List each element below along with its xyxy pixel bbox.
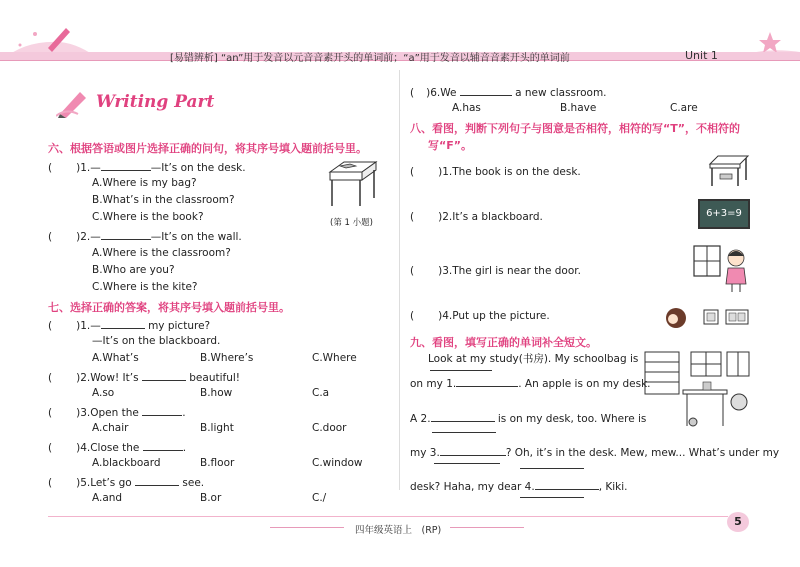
s7-q4-option-c: C.window	[312, 457, 363, 469]
header-tip: [易错辨析] “an”用于发音以元音音素开头的单词前；“a”用于发音以辅音音素开头的单词前	[170, 53, 570, 64]
s6-q1-num: )1.—	[76, 162, 101, 174]
s7-q3-pre: )3.Open the	[76, 407, 143, 419]
s6-q2-blank[interactable]	[101, 229, 151, 240]
s8-q3	[410, 265, 581, 277]
s6-q1-option-a: A.Where is my bag?	[92, 177, 197, 189]
s7-q2-blank[interactable]	[142, 370, 186, 381]
s6-q2-option-b: B.Who are you?	[92, 264, 175, 276]
section8-heading-line1: 八、看图，判断下列句子与图意是否相符，相符的写“T”，不相符的	[410, 122, 740, 135]
s6-q1-blank[interactable]	[101, 160, 151, 171]
s7-q2-paren: (	[48, 372, 53, 384]
column-divider	[399, 70, 400, 490]
s7-q5-option-c: C./	[312, 492, 327, 504]
s9-blank-4[interactable]	[535, 479, 599, 490]
s9-guide-1	[430, 370, 492, 371]
blackboard-illustration	[698, 199, 750, 229]
s9-line2	[410, 376, 650, 390]
s6-q2-option-a: A.Where is the classroom?	[92, 247, 231, 259]
s7-q1-option-c: C.Where	[312, 352, 357, 364]
s8-q2-text: )2.It’s a blackboard.	[438, 211, 543, 223]
s8-q2	[410, 211, 543, 223]
s7-q5-option-b: B.or	[200, 492, 222, 504]
s7-q3-stem	[48, 405, 186, 419]
s7-q6-option-c: C.are	[670, 102, 698, 114]
s8-q3-text: )3.The girl is near the door.	[438, 265, 581, 277]
s6-q2-paren: (	[48, 231, 53, 243]
s6-q1-answer: —It’s on the desk.	[150, 162, 246, 174]
section9-heading: 九、看图，填写正确的单词补全短文。	[410, 336, 597, 349]
s7-q4-pre: )4.Close the	[76, 442, 143, 454]
footer-line-right	[450, 527, 524, 528]
s9-line2-a: on my 1.	[410, 378, 457, 390]
s7-q3-option-c: C.door	[312, 422, 347, 434]
s9-line3-b: is on my desk, too. Where is	[494, 413, 647, 425]
s7-q5-blank[interactable]	[135, 475, 179, 486]
s9-line3	[410, 411, 646, 425]
s7-q1-option-a: A.What’s	[92, 352, 139, 364]
s9-line4-a: my 3.	[410, 447, 440, 459]
s9-guide-3	[434, 463, 500, 464]
s7-q3-option-a: A.chair	[92, 422, 129, 434]
footer-line-left	[270, 527, 344, 528]
s6-q2-answer: —It’s on the wall.	[150, 231, 242, 243]
s9-line5-b: , Kiki.	[598, 481, 628, 493]
s7-q3-post: .	[182, 407, 186, 419]
s7-q2-option-c: C.a	[312, 387, 330, 399]
s9-line3-a: A 2.	[410, 413, 431, 425]
s8-q1-paren: (	[410, 166, 415, 178]
s7-q6-stem	[410, 85, 607, 99]
boy-pictures-illustration	[664, 304, 752, 330]
s8-q4-text: )4.Put up the picture.	[438, 310, 550, 322]
s6-q2-stem	[48, 229, 242, 243]
s7-q2-pre: )2.Wow! It’s	[76, 372, 142, 384]
s7-q4-paren: (	[48, 442, 53, 454]
s9-blank-3[interactable]	[440, 445, 506, 456]
s9-line5-a: desk? Haha, my dear 4.	[410, 481, 535, 493]
study-room-illustration	[643, 350, 751, 430]
pencil-icon	[56, 88, 92, 118]
s9-line4	[410, 445, 779, 459]
s6-q2-num: )2.—	[76, 231, 101, 243]
s6-q2-option-c: C.Where is the kite?	[92, 281, 198, 293]
s9-blank-1[interactable]	[456, 376, 518, 387]
s7-q2-stem	[48, 370, 240, 384]
s8-q4-paren: (	[410, 310, 415, 322]
desk-book-illustration	[708, 154, 750, 188]
s7-q1-paren: (	[48, 320, 53, 332]
s7-q6-option-b: B.have	[560, 102, 597, 114]
s7-q6-blank[interactable]	[460, 85, 512, 96]
s7-q6-pre: )6.We	[426, 87, 460, 99]
s9-guide-5	[520, 497, 584, 498]
s7-q3-paren: (	[48, 407, 53, 419]
s6-q1-option-c: C.Where is the book?	[92, 211, 204, 223]
s8-q2-paren: (	[410, 211, 415, 223]
s6-q1-paren: (	[48, 162, 53, 174]
s7-q4-stem	[48, 440, 186, 454]
desk-illustration	[326, 158, 378, 210]
blackboard-text: 6+3=9	[706, 208, 742, 219]
s8-q1	[410, 166, 581, 178]
s7-q2-option-a: A.so	[92, 387, 115, 399]
s7-q3-option-b: B.light	[200, 422, 234, 434]
section7-heading: 七、选择正确的答案，将其序号填入题前括号里。	[48, 301, 290, 314]
s8-q3-paren: (	[410, 265, 415, 277]
s7-q1-option-b: B.Where’s	[200, 352, 254, 364]
s7-q1-stem	[48, 318, 210, 332]
s7-q2-option-b: B.how	[200, 387, 233, 399]
s8-q1-text: )1.The book is on the desk.	[438, 166, 581, 178]
s7-q4-option-a: A.blackboard	[92, 457, 161, 469]
footer-text: 四年级英语上 (RP)	[355, 525, 442, 536]
s7-q1-line2: —It’s on the blackboard.	[92, 335, 221, 347]
s6-q1-caption: (第 1 小题)	[330, 218, 373, 228]
section6-heading: 六、根据答语或图片选择正确的问句，将其序号填入题前括号里。	[48, 142, 367, 155]
page-title: Writing Part	[96, 92, 215, 112]
s7-q5-pre: )5.Let’s go	[76, 477, 136, 489]
s7-q6-option-a: A.has	[452, 102, 481, 114]
page-number: 5	[727, 512, 749, 532]
s7-q4-post: .	[182, 442, 187, 454]
s9-guide-4	[520, 468, 584, 469]
s9-line1: Look at my study(书房). My schoolbag is	[428, 353, 639, 365]
s7-q5-option-a: A.and	[92, 492, 123, 504]
girl-window-illustration	[692, 244, 752, 294]
s7-q4-blank[interactable]	[143, 440, 183, 451]
s7-q5-paren: (	[48, 477, 53, 489]
s9-line4-b: ? Oh, it’s in the desk. Mew, mew... What’s under my	[505, 447, 780, 459]
s9-line5	[410, 479, 628, 493]
s8-q4	[410, 310, 550, 322]
s6-q1-stem	[48, 160, 246, 174]
s7-q6-paren: (	[410, 87, 415, 99]
s7-q5-stem	[48, 475, 204, 489]
s9-line2-b: . An apple is on my desk.	[518, 378, 651, 390]
unit-label: Unit 1	[685, 49, 718, 62]
section8-heading-line2: 写“F”。	[428, 139, 472, 152]
s7-q2-post: beautiful!	[185, 372, 240, 384]
s7-q4-option-b: B.floor	[200, 457, 235, 469]
s7-q1-blank[interactable]	[101, 318, 145, 329]
s9-guide-2	[432, 432, 496, 433]
s7-q6-post: a new classroom.	[511, 87, 607, 99]
s7-q5-post: see.	[179, 477, 205, 489]
s7-q1-pre: )1.—	[76, 320, 101, 332]
s7-q1-post: my picture?	[144, 320, 211, 332]
footer-rule	[48, 516, 728, 517]
s6-q1-option-b: B.What’s in the classroom?	[92, 194, 235, 206]
s7-q3-blank[interactable]	[142, 405, 182, 416]
s9-blank-2[interactable]	[431, 411, 495, 422]
